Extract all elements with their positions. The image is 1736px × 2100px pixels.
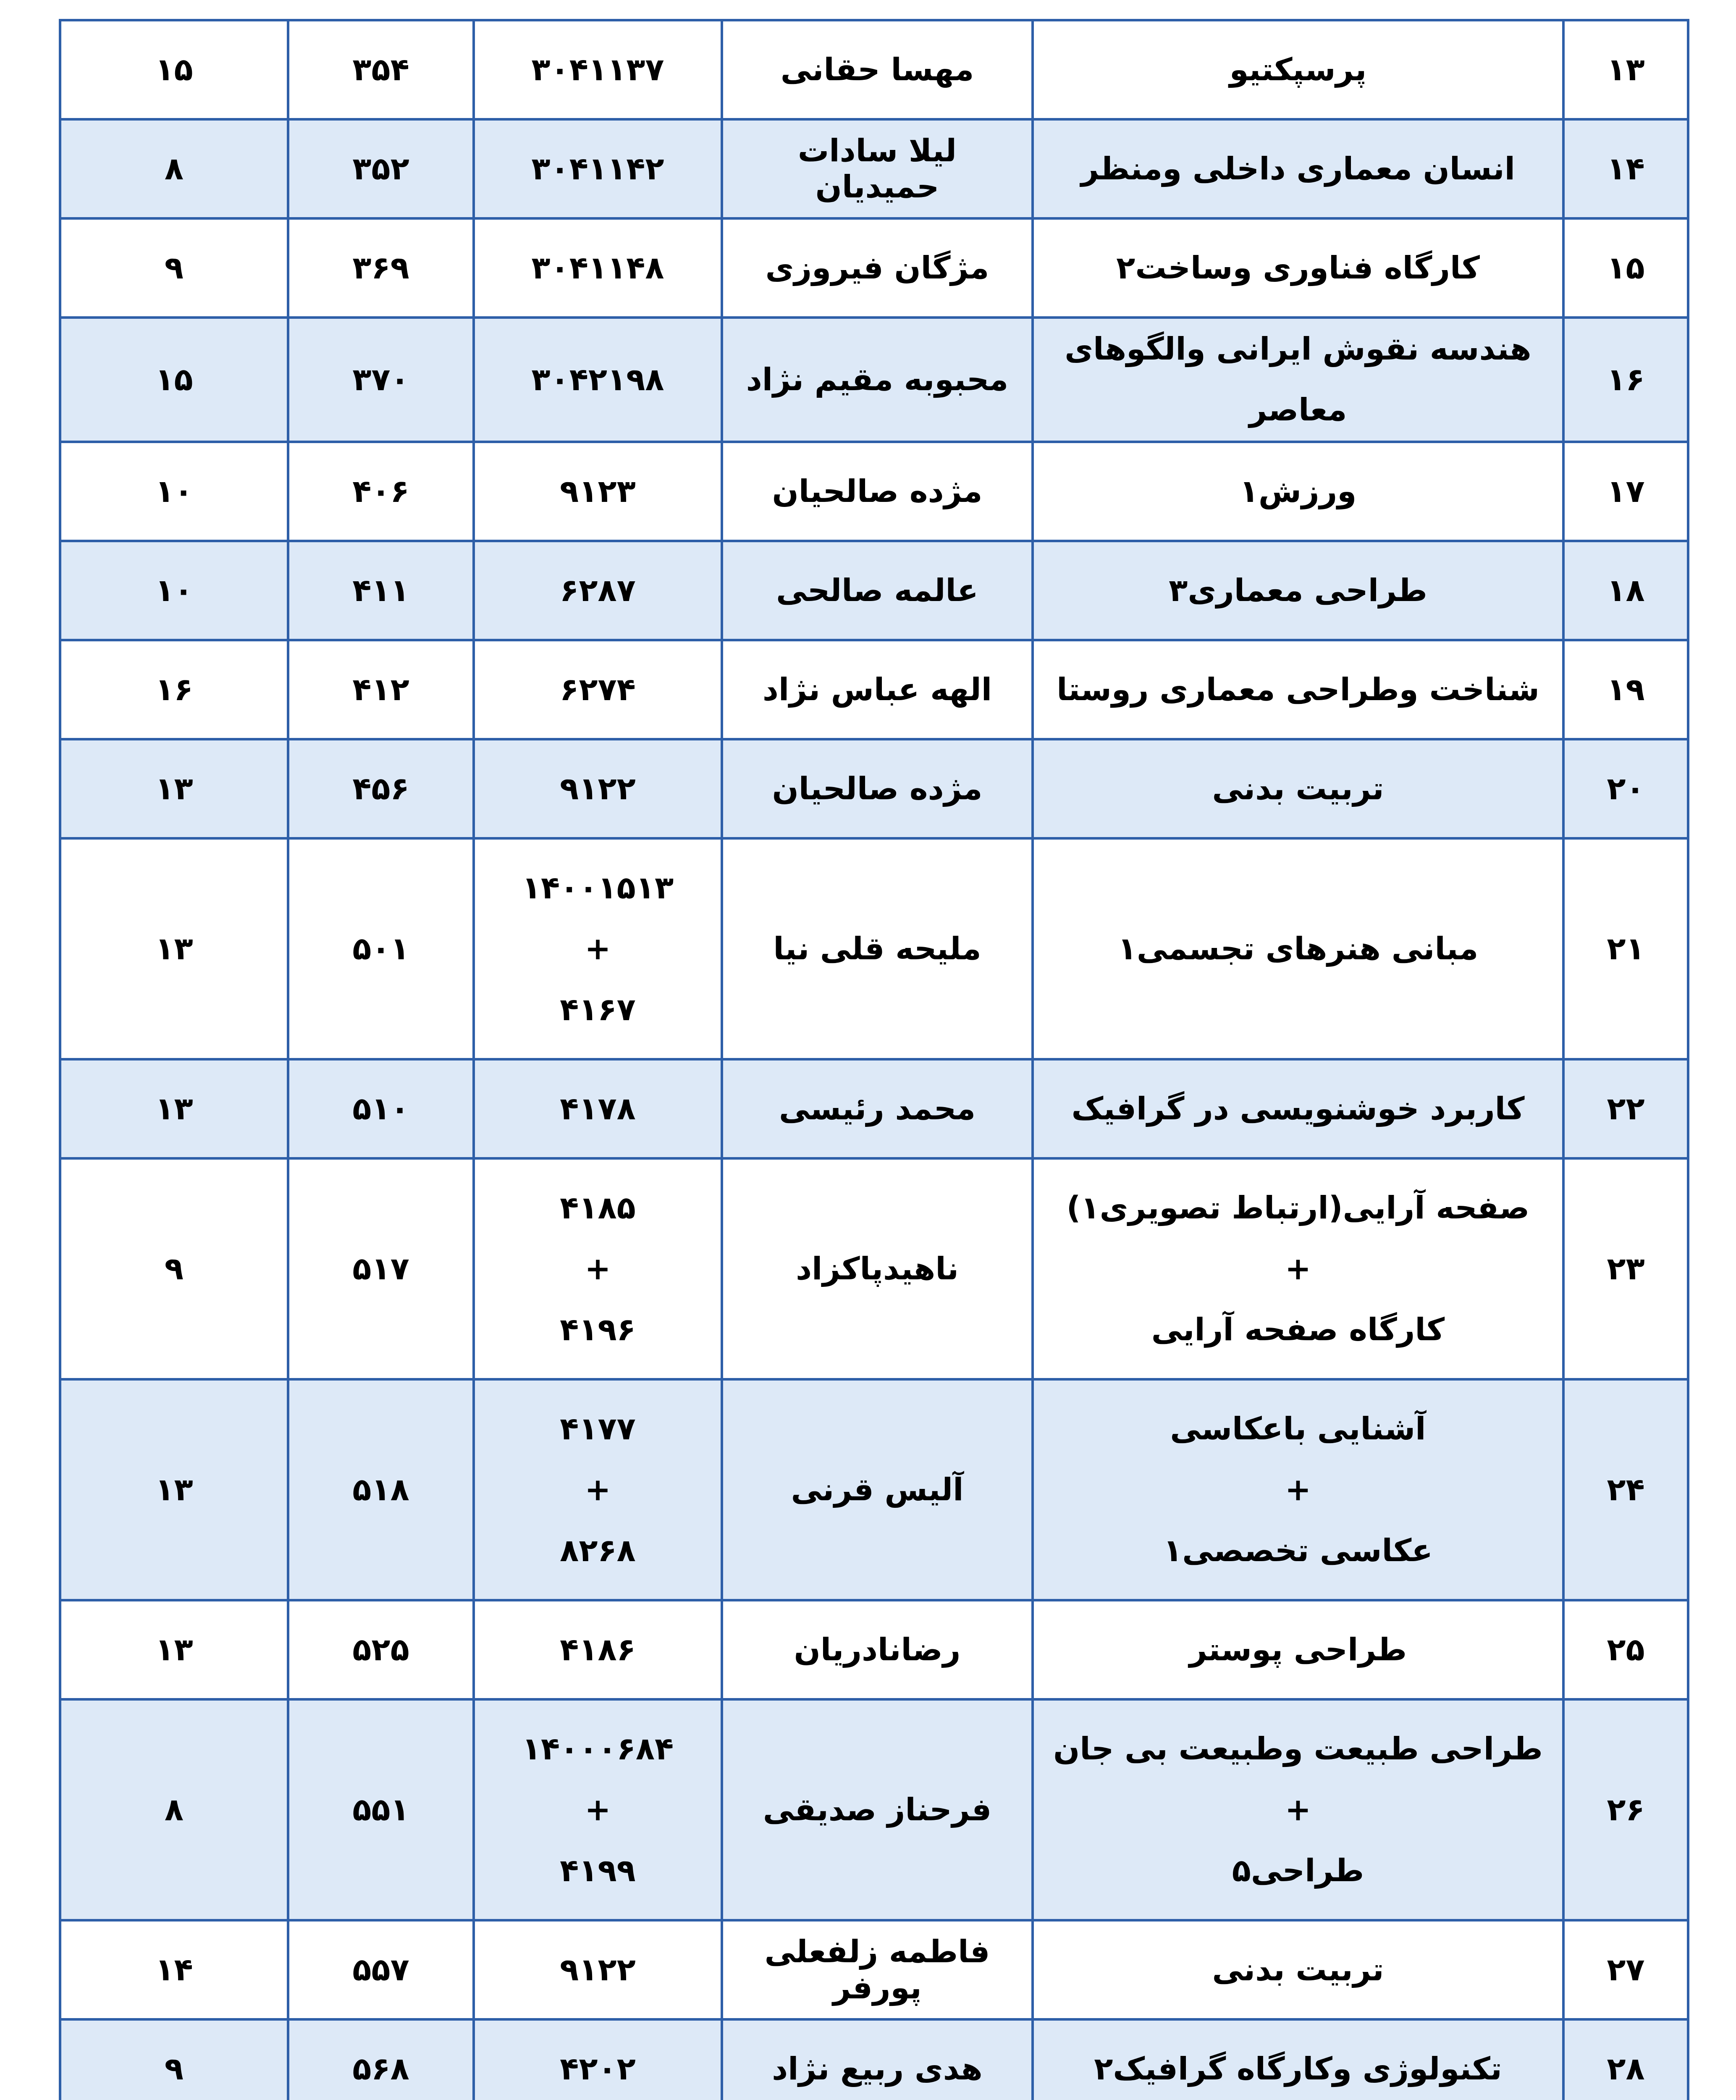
count-cell: ۱۳ (60, 1059, 288, 1158)
group-cell: ۳۶۹ (288, 218, 474, 318)
code-cell (474, 1600, 722, 1699)
table-row (60, 640, 1688, 739)
group-cell: ۴۰۶ (288, 442, 474, 541)
table-row (60, 739, 1688, 838)
code-line: ۳۰۴۱۱۴۸ (531, 249, 664, 286)
count-cell: ۱۳ (60, 739, 288, 838)
table-row (60, 318, 1688, 442)
code-line: ۴۱۶۷ (560, 991, 636, 1028)
course-cell (1033, 1379, 1563, 1600)
code-cell (474, 218, 722, 318)
course-plus: + (1285, 1250, 1311, 1287)
group-cell: ۴۱۲ (288, 640, 474, 739)
course-line: کاربرد خوشنویسی در گرافیک (1071, 1090, 1525, 1127)
code-line: ۴۱۹۹ (560, 1852, 636, 1889)
count-cell: ۱۵ (60, 318, 288, 442)
course-line: تربیت بدنی (1212, 770, 1384, 807)
group-cell: ۴۵۶ (288, 739, 474, 838)
course-cell (1033, 119, 1563, 218)
course-cell (1033, 1920, 1563, 2019)
table-row (60, 2019, 1688, 2100)
teacher-cell: مژده صالحیان (722, 442, 1033, 541)
code-plus: + (585, 1471, 611, 1508)
group-cell: ۳۷۰ (288, 318, 474, 442)
count-cell: ۱۰ (60, 442, 288, 541)
row-number-cell: ۱۴ (1563, 119, 1688, 218)
row-number-cell: ۱۳ (1563, 20, 1688, 119)
teacher-cell: مهسا حقانی (722, 20, 1033, 119)
teacher-cell: مژگان فیروزی (722, 218, 1033, 318)
row-number-cell: ۲۳ (1563, 1158, 1688, 1379)
count-cell: ۸ (60, 119, 288, 218)
course-cell (1033, 20, 1563, 119)
course-line: کارگاه صفحه آرایی (1151, 1311, 1445, 1348)
course-cell (1033, 541, 1563, 640)
count-cell: ۱۶ (60, 640, 288, 739)
code-cell (474, 1158, 722, 1379)
code-cell (474, 1920, 722, 2019)
code-line: ۴۱۹۶ (560, 1311, 636, 1348)
course-line: کارگاه فناوری وساخت۲ (1116, 249, 1480, 286)
course-cell (1033, 1600, 1563, 1699)
code-line: ۳۰۴۲۱۹۸ (531, 361, 664, 398)
table-row (60, 541, 1688, 640)
code-line: ۴۱۷۸ (560, 1090, 636, 1127)
code-line: ۸۲۶۸ (560, 1532, 636, 1569)
group-cell: ۵۵۷ (288, 1920, 474, 2019)
code-line: ۱۴۰۰۰۶۸۴ (522, 1730, 674, 1767)
course-line: پرسپکتیو (1229, 51, 1367, 88)
row-number-cell: ۱۵ (1563, 218, 1688, 318)
code-cell (474, 1379, 722, 1600)
count-cell: ۱۳ (60, 838, 288, 1059)
code-cell (474, 1699, 722, 1920)
row-number-cell: ۲۸ (1563, 2019, 1688, 2100)
course-plus: + (1285, 1471, 1311, 1508)
row-number-cell: ۲۰ (1563, 739, 1688, 838)
group-cell: ۴۱۱ (288, 541, 474, 640)
teacher-cell: هدی ربیع نژاد (722, 2019, 1033, 2100)
teacher-cell: محمد رئیسی (722, 1059, 1033, 1158)
count-cell: ۸ (60, 1699, 288, 1920)
course-line: طراحی۵ (1232, 1852, 1364, 1889)
code-cell (474, 541, 722, 640)
row-number-cell: ۱۷ (1563, 442, 1688, 541)
code-line: ۱۴۰۰۱۵۱۳ (522, 869, 674, 906)
code-plus: + (585, 1791, 611, 1828)
course-line: آشنایی باعکاسی (1170, 1410, 1426, 1447)
course-cell (1033, 2019, 1563, 2100)
course-cell (1033, 640, 1563, 739)
course-cell (1033, 1699, 1563, 1920)
table-row (60, 1920, 1688, 2019)
course-line: شناخت وطراحی معماری روستا (1057, 671, 1539, 708)
code-line: ۹۱۲۳ (560, 473, 636, 509)
count-cell: ۱۳ (60, 1600, 288, 1699)
count-cell: ۱۴ (60, 1920, 288, 2019)
course-line: مبانی هنرهای تجسمی۱ (1117, 930, 1479, 967)
row-number-cell: ۲۱ (1563, 838, 1688, 1059)
row-number-cell: ۱۸ (1563, 541, 1688, 640)
course-cell (1033, 442, 1563, 541)
code-cell (474, 640, 722, 739)
table-row (60, 218, 1688, 318)
code-line: ۴۱۷۷ (560, 1410, 636, 1447)
group-cell: ۵۰۱ (288, 838, 474, 1059)
group-cell: ۵۵۱ (288, 1699, 474, 1920)
course-cell (1033, 218, 1563, 318)
group-cell: ۵۱۰ (288, 1059, 474, 1158)
row-number-cell: ۲۴ (1563, 1379, 1688, 1600)
course-line: انسان معماری داخلی ومنظر (1081, 150, 1515, 187)
course-cell (1033, 838, 1563, 1059)
code-plus: + (585, 930, 611, 967)
code-line: ۳۰۴۱۱۳۷ (531, 51, 664, 88)
teacher-cell: عالمه صالحی (722, 541, 1033, 640)
count-cell: ۹ (60, 1158, 288, 1379)
teacher-cell: فرحناز صدیقی (722, 1699, 1033, 1920)
course-line: تکنولوژی وکارگاه گرافیک۲ (1094, 2050, 1502, 2087)
row-number-cell: ۲۲ (1563, 1059, 1688, 1158)
teacher-cell: رضانادریان (722, 1600, 1033, 1699)
table-row (60, 1379, 1688, 1600)
count-cell: ۹ (60, 218, 288, 318)
table-row (60, 20, 1688, 119)
table-row (60, 442, 1688, 541)
course-line: صفحه آرایی(ارتباط تصویری۱) (1066, 1189, 1530, 1226)
group-cell: ۳۵۴ (288, 20, 474, 119)
table-row (60, 1059, 1688, 1158)
course-line: طراحی معماری۳ (1169, 572, 1427, 609)
teacher-cell: فاطمه زلفعلی پورفر (722, 1920, 1033, 2019)
teacher-cell: آلیس قرنی (722, 1379, 1033, 1600)
code-line: ۴۲۰۲ (560, 2050, 636, 2087)
teacher-cell: لیلا سادات حمیدیان (722, 119, 1033, 218)
code-line: ۹۱۲۲ (560, 770, 636, 807)
code-cell (474, 119, 722, 218)
code-line: ۴۱۸۶ (560, 1631, 636, 1668)
table-row (60, 1600, 1688, 1699)
count-cell: ۱۰ (60, 541, 288, 640)
course-line: عکاسی تخصصی۱ (1163, 1532, 1433, 1569)
code-line: ۴۱۸۵ (560, 1189, 636, 1226)
code-plus: + (585, 1250, 611, 1287)
code-cell (474, 739, 722, 838)
code-line: ۳۰۴۱۱۴۲ (531, 150, 664, 187)
teacher-cell: محبوبه مقیم نژاد (722, 318, 1033, 442)
course-line: تربیت بدنی (1212, 1951, 1384, 1988)
code-cell (474, 2019, 722, 2100)
table-row (60, 838, 1688, 1059)
code-cell (474, 1059, 722, 1158)
teacher-cell: ناهیدپاکزاد (722, 1158, 1033, 1379)
table-row (60, 119, 1688, 218)
course-cell (1033, 1059, 1563, 1158)
count-cell: ۱۳ (60, 1379, 288, 1600)
count-cell: ۹ (60, 2019, 288, 2100)
table-row (60, 1699, 1688, 1920)
code-cell (474, 20, 722, 119)
course-cell (1033, 318, 1563, 442)
code-cell (474, 442, 722, 541)
course-cell (1033, 1158, 1563, 1379)
table-row (60, 1158, 1688, 1379)
group-cell: ۵۱۷ (288, 1158, 474, 1379)
teacher-cell: ملیحه قلی نیا (722, 838, 1033, 1059)
teacher-cell: الهه عباس نژاد (722, 640, 1033, 739)
teacher-cell: مژده صالحیان (722, 739, 1033, 838)
group-cell: ۵۲۵ (288, 1600, 474, 1699)
row-number-cell: ۱۶ (1563, 318, 1688, 442)
code-cell (474, 318, 722, 442)
course-schedule-table (59, 19, 1689, 2100)
course-plus: + (1285, 1791, 1311, 1828)
course-line: هندسه نقوش ایرانی والگوهای معاصر (1065, 331, 1531, 428)
group-cell: ۵۶۸ (288, 2019, 474, 2100)
course-line: طراحی طبیعت وطبیعت بی جان (1053, 1730, 1543, 1767)
code-line: ۶۲۸۷ (560, 572, 636, 609)
group-cell: ۳۵۲ (288, 119, 474, 218)
table-body (60, 20, 1688, 2100)
code-cell (474, 838, 722, 1059)
course-line: ورزش۱ (1239, 473, 1357, 509)
group-cell: ۵۱۸ (288, 1379, 474, 1600)
row-number-cell: ۲۵ (1563, 1600, 1688, 1699)
course-cell (1033, 739, 1563, 838)
code-line: ۹۱۲۲ (560, 1951, 636, 1988)
row-number-cell: ۲۷ (1563, 1920, 1688, 2019)
row-number-cell: ۲۶ (1563, 1699, 1688, 1920)
code-line: ۶۲۷۴ (560, 671, 636, 708)
row-number-cell: ۱۹ (1563, 640, 1688, 739)
course-line: طراحی پوستر (1189, 1631, 1407, 1668)
count-cell: ۱۵ (60, 20, 288, 119)
